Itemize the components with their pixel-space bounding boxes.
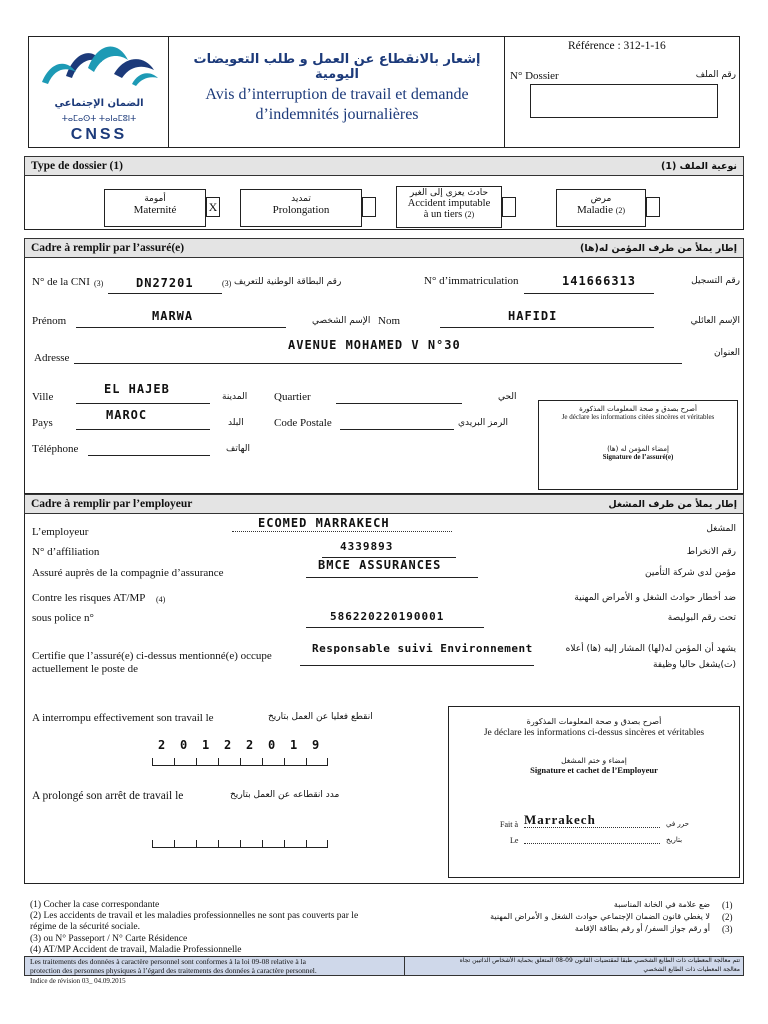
employeur-decl-fr: Je déclare les informations ci-dessus sincères et véritables (483, 728, 705, 738)
type-dossier-bar (24, 156, 744, 176)
date-digit: 1 (290, 738, 299, 752)
option-accident-fr: Accident imputable (407, 198, 491, 209)
option-prolongation[interactable] (240, 189, 362, 227)
employeur-title: Cadre à remplir par l’employeur (31, 498, 193, 510)
assure-title: Cadre à remplir par l’assuré(e) (31, 242, 185, 254)
checkbox-accident[interactable] (502, 197, 516, 217)
date-prolongation[interactable] (152, 830, 328, 848)
affiliation-label-ar: رقم الانخراط (686, 547, 736, 557)
ville-input[interactable] (76, 392, 210, 404)
cnss-logo (36, 38, 162, 146)
option-maternite[interactable] (104, 189, 206, 227)
note-fr-5: (4) AT/MP Accident de travail, Maladie Professionnelle (30, 945, 242, 955)
option-accident-ar: حادث يعزى إلى الغير (409, 188, 489, 198)
police-value: 586220220190001 (330, 610, 445, 623)
fait-value: Marrakech (524, 812, 596, 827)
header-divider-left (168, 36, 169, 148)
pays-value: MAROC (106, 408, 148, 422)
dossier-label-ar: رقم الملف (695, 70, 736, 80)
adresse-label-ar: العنوان (713, 348, 740, 358)
employeur-value: ECOMED MARRAKECH (258, 516, 390, 530)
employeur-decl-ar: أصرح بصدق و صحة المعلومات المذكورة (526, 717, 662, 726)
dossier-label-fr: N° Dossier (510, 70, 559, 82)
interrompu-label-ar: انقطع فعليا عن العمل بتاريخ (268, 712, 373, 722)
affiliation-label: N° d’affiliation (32, 546, 100, 558)
employeur-label-ar: المشغل (706, 524, 736, 534)
certifie-ar-line2: (ت)يشغل حاليا وظيفة (652, 660, 736, 670)
tel-label-ar: الهاتف (226, 444, 250, 454)
date-digit: 2 (246, 738, 255, 752)
ville-value: EL HAJEB (104, 382, 170, 396)
immat-label-ar: رقم التسجيل (691, 276, 740, 286)
cp-label-ar: الرمز البريدي (458, 418, 509, 428)
reference: Référence : 312-1-16 (568, 40, 666, 52)
employeur-title-ar: إطار يملأ من طرف المشغل (608, 499, 737, 510)
note-fr-3: régime de la sécurité sociale. (30, 922, 140, 932)
type-dossier-title: Type de dossier (1) (31, 160, 123, 172)
affiliation-value: 4339893 (340, 540, 394, 553)
ville-label: Ville (32, 391, 54, 403)
certifie-ar-line1: يشهد أن المؤمن له(لها) المشار إليه (ها) أعلاه (565, 644, 736, 654)
title-french-line2: d’indemnités journalières (255, 106, 419, 123)
prolonge-label-ar: مدد انقطاعه عن العمل بتاريخ (230, 790, 340, 800)
footer-ar-line1: تتم معالجة المعطيات ذات الطابع الشخصي طبقا لمقتضيات القانون 09-08 المتعلق بحماية الأشخاص الذاتيين تجاه (459, 957, 740, 964)
affiliation-input[interactable] (322, 548, 456, 558)
assureur-label-ar: مؤمن لدى شركة التأمين (645, 568, 736, 578)
assure-decl-fr: Je déclare les informations citées sincères et véritables (561, 413, 715, 421)
police-input[interactable] (306, 618, 484, 628)
date-digit: 0 (180, 738, 189, 752)
adresse-value: AVENUE MOHAMED V N°30 (288, 338, 461, 352)
immat-value: 141666313 (562, 274, 637, 288)
footer-divider (404, 956, 405, 976)
adresse-input[interactable] (74, 352, 682, 364)
pays-label: Pays (32, 417, 53, 429)
option-maladie-fr: Maladie (576, 204, 613, 216)
assure-declaration-box[interactable] (538, 400, 738, 490)
date-interruption[interactable] (152, 738, 328, 766)
footer-fr-line2: protection des personnes physiques à l’égard des traitements des données à caractère personnel. (30, 966, 317, 975)
employeur-label: L’employeur (32, 526, 89, 538)
quartier-input[interactable] (336, 392, 462, 404)
poste-value: Responsable suivi Environnement (312, 642, 533, 655)
pays-label-ar: البلد (228, 418, 244, 428)
cni-label: N° de la CNI (32, 276, 90, 288)
footer-fr-line1: Les traitements des données à caractère personnel sont conformes à la loi 09-08 relative à la (30, 957, 306, 966)
fait-label: Fait à (500, 820, 518, 829)
date-digit: 0 (268, 738, 277, 752)
cni-label-ar: رقم البطاقة الوطنية للتعريف (234, 277, 342, 287)
note-fr-2: (2) Les accidents de travail et les maladies professionnelles ne sont pas couverts par le (30, 911, 359, 921)
quartier-label-ar: الحي (498, 392, 517, 402)
checkbox-maladie[interactable] (646, 197, 660, 217)
option-maternite-fr: Maternité (133, 204, 177, 216)
le-input[interactable] (524, 836, 660, 844)
prenom-label: Prénom (32, 315, 67, 327)
cnss-logo-icon (36, 38, 162, 100)
assure-sign-ar: إمضاء المؤمن له (ها) (607, 445, 669, 453)
note-ar-3: أو رقم جواز السفر/ أو رقم بطاقة الإقامة (574, 924, 710, 933)
ville-label-ar: المدينة (222, 392, 248, 402)
option-maladie[interactable] (556, 189, 646, 227)
police-label-ar: تحت رقم البوليصة (667, 613, 736, 623)
date-digit: 2 (224, 738, 233, 752)
police-label: sous police n° (32, 612, 94, 624)
nom-label-ar: الإسم العائلي (690, 316, 740, 326)
employeur-input[interactable] (232, 522, 452, 532)
fait-label-ar: حرر في (666, 820, 689, 828)
revision-index: Indice de révision 03_ 04.09.2015 (30, 977, 126, 985)
employeur-sign-fr: Signature et cachet de l’Employeur (530, 765, 658, 775)
note-ar-1: ضع علامة في الخانة المناسبة (613, 900, 710, 909)
cni-value: DN27201 (136, 276, 194, 290)
logo-tifinagh: ⵜⴰⵎⴰⵙⵜ ⵜⴰⵏⴰⵎⵓⵏⵜ (61, 114, 137, 123)
checkbox-prolongation[interactable] (362, 197, 376, 217)
option-maternite-ar: أمومة (144, 194, 166, 204)
option-maladie-note: (2) (615, 206, 626, 215)
interrompu-label: A interrompu effectivement son travail le (32, 712, 214, 724)
note-ar-2: لا يغطي قانون الضمان الإجتماعي حوادث الشغل و الأمراض المهنية (490, 912, 710, 921)
assureur-input[interactable] (306, 568, 478, 578)
tel-input[interactable] (88, 444, 210, 456)
date-digit: 1 (202, 738, 211, 752)
header-divider-right (504, 36, 505, 148)
employeur-bar (24, 494, 744, 514)
adresse-label: Adresse (34, 352, 70, 364)
option-accident-note: (2) (464, 210, 475, 219)
poste-input[interactable] (300, 656, 534, 666)
risques-note: (4) (156, 595, 166, 604)
note-fr-1: (1) Cocher la case correspondante (30, 900, 160, 910)
le-label: Le (510, 836, 519, 845)
employeur-declaration-box[interactable] (448, 706, 740, 878)
cni-note-ar: (3) (222, 279, 232, 288)
date-digit: 2 (158, 738, 167, 752)
logo-cnss-text: CNSS (70, 126, 128, 143)
immat-label: N° d’immatriculation (424, 275, 519, 287)
cp-input[interactable] (340, 418, 454, 430)
checkbox-maternite[interactable]: X (206, 197, 220, 217)
risques-label: Contre les risques AT/MP (32, 592, 146, 604)
le-label-ar: بتاريخ (666, 836, 683, 844)
footer-ar-line2: معالجة المعطيات ذات الطابع الشخصي (643, 966, 740, 973)
assureur-value: BMCE ASSURANCES (318, 558, 442, 572)
date-digit: 9 (312, 738, 321, 752)
pays-input[interactable] (76, 418, 210, 430)
assure-sign-fr: Signature de l’assuré(e) (602, 453, 674, 461)
nom-value: HAFIDI (508, 309, 558, 323)
assure-title-ar: إطار يملأ من طرف المؤمن له(ها) (580, 243, 737, 254)
option-accident[interactable] (396, 186, 502, 228)
option-accident-fr2: à un tiers (423, 209, 463, 220)
assureur-label: Assuré auprès de la compagnie d’assurance (32, 567, 224, 579)
assure-decl-ar: أصرح بصدق و صحة المعلومات المذكورة (579, 405, 697, 413)
title-arabic: إشعار بالانقطاع عن العمل و طلب التعويضات اليومية (193, 52, 481, 82)
certifie-line2: actuellement le poste de (32, 663, 138, 675)
nom-label: Nom (378, 315, 400, 327)
employeur-sign-ar: إمضاء و ختم المشغل (561, 756, 627, 765)
risques-label-ar: ضد أخطار حوادث الشغل و الأمراض المهنية (574, 593, 736, 603)
note-ar-num-1: (1) (722, 900, 733, 910)
assure-bar (24, 238, 744, 258)
title-french-line1: Avis d’interruption de travail et demande (205, 86, 469, 103)
tel-label: Téléphone (32, 443, 79, 455)
type-dossier-title-ar: نوعية الملف (1) (661, 161, 737, 172)
cni-note: (3) (94, 279, 104, 288)
quartier-label: Quartier (274, 391, 311, 403)
cp-label: Code Postale (274, 417, 332, 429)
prenom-value: MARWA (152, 309, 194, 323)
prolonge-label: A prolongé son arrêt de travail le (32, 790, 184, 802)
prenom-label-ar: الإسم الشخصي (312, 316, 371, 326)
note-ar-num-2: (2) (722, 912, 733, 922)
option-maladie-ar: مرض (590, 194, 612, 204)
certifie-line1: Certifie que l’assuré(e) ci-dessus mentionné(e) occupe (32, 650, 272, 662)
option-prolongation-ar: تمديد (291, 194, 311, 204)
logo-arabic: الضمان الإجتماعي (54, 98, 144, 109)
dossier-input[interactable] (530, 84, 718, 118)
note-fr-4: (3) ou N° Passeport / N° Carte Résidence (30, 934, 188, 944)
option-prolongation-fr: Prolongation (272, 204, 330, 216)
note-ar-num-3: (3) (722, 924, 733, 934)
